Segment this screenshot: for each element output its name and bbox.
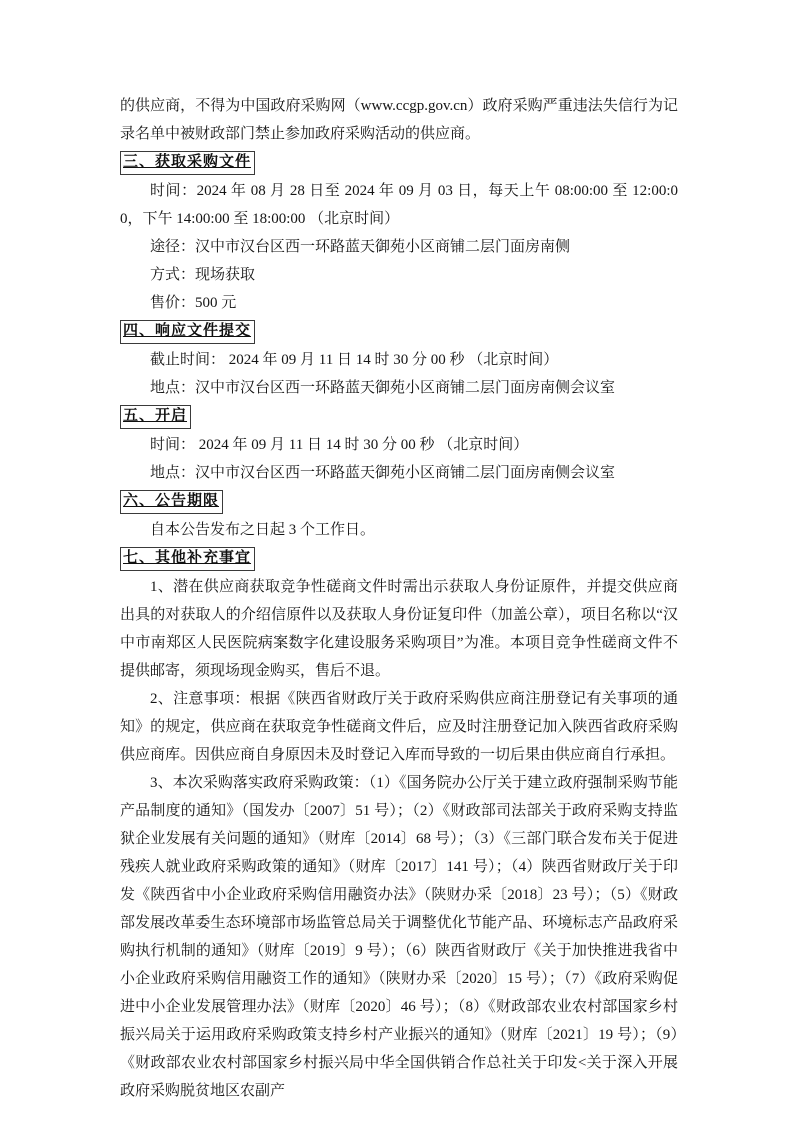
- section-4-heading-row: [120, 317, 678, 346]
- section-4-heading: 四、响应文件提交: [120, 320, 255, 344]
- section-6-item-duration: 自本公告发布之日起 3 个工作日。: [150, 522, 376, 538]
- section-3-item-route: 途径：汉中市汉台区西一环路蓝天御苑小区商铺二层门面房南侧: [150, 239, 571, 255]
- section-7-heading-row: [120, 544, 678, 573]
- section-7-paragraph-2: 2、注意事项：根据《陕西省财政厅关于政府采购供应商注册登记有关事项的通知》的规定，供应商在获取竞争性磋商文件后，应及时注册登记加入陕西省政府采购供应商库。因供应商自身原因未及时登记入库而导致的一切后果由供应商自行承担。: [120, 691, 678, 763]
- section-5-item-location: 地点：汉中市汉台区西一环路蓝天御苑小区商铺二层门面房南侧会议室: [150, 465, 616, 481]
- section-5-heading: 五、开启: [120, 405, 191, 429]
- section-3-item-price: 售价：500 元: [150, 295, 237, 311]
- section-3-item-time: 时间：2024 年 08 月 28 日至 2024 年 09 月 03 日，每天上午 08:00:00 至 12:00:00，下午 14:00:00 至 18:00:00 （北京时间）: [120, 183, 678, 227]
- section-3-item-method: 方式：现场获取: [150, 267, 256, 283]
- section-4-item-deadline: 截止时间： 2024 年 09 月 11 日 14 时 30 分 00 秒 （北京时间）: [150, 352, 559, 368]
- section-6-heading: 六、公告期限: [120, 490, 223, 514]
- section-5-heading-row: [120, 402, 678, 431]
- section-3-heading-row: [120, 148, 678, 177]
- section-7-paragraph-1: 1、潜在供应商获取竞争性磋商文件时需出示获取人身份证原件，并提交供应商出具的对获取人的介绍信原件以及获取人身份证复印件（加盖公章），项目名称以“汉中市南郑区人民医院病案数字化建设服务采购项目”为准。本项目竞争性磋商文件不提供邮寄，须现场现金购买，售后不退。: [120, 579, 678, 679]
- section-4-item-location: 地点：汉中市汉台区西一环路蓝天御苑小区商铺二层门面房南侧会议室: [150, 380, 616, 396]
- section-7-heading: 七、其他补充事宜: [120, 547, 255, 571]
- section-6-heading-row: [120, 487, 678, 516]
- section-7-paragraph-3: 3、本次采购落实政府采购政策：（1）《国务院办公厅关于建立政府强制采购节能产品制度的通知》（国发办〔2007〕51 号）；（2）《财政部司法部关于政府采购支持监狱企业发展有关问题的通知》（财库〔2014〕68 号）；（3）《三部门联合发布关于促进残疾人就业政府采购政策的通知》（财库〔2017〕141 号）；（4）陕西省财政厅关于印发《陕西省中小企业政府采购信用融资办法》（陕财办采〔2018〕23 号）；（5）《财政部发展改革委生态环境部市场监管总局关于调整优化节能产品、环境标志产品政府采购执行机制的通知》（财库〔2019〕9 号）；（6）陕西省财政厅《关于加快推进我省中小企业政府采购信用融资工作的通知》（陕财办采〔2020〕15 号）；（7）《政府采购促进中小企业发展管理办法》（财库〔2020〕46 号）；（8）《财政部农业农村部国家乡村振兴局关于运用政府采购政策支持乡村产业振兴的通知》（财库〔2021〕19 号）；（9）《财政部农业农村部国家乡村振兴局中华全国供销合作总社关于印发<关于深入开展政府采购脱贫地区农副产: [120, 775, 678, 1099]
- section-5-item-time: 时间： 2024 年 09 月 11 日 14 时 30 分 00 秒 （北京时间）: [150, 437, 529, 453]
- section-3-heading: 三、获取采购文件: [120, 151, 255, 175]
- intro-continuation-paragraph: 的供应商，不得为中国政府采购网（www.ccgp.gov.cn）政府采购严重违法失信行为记录名单中被财政部门禁止参加政府采购活动的供应商。: [120, 98, 678, 142]
